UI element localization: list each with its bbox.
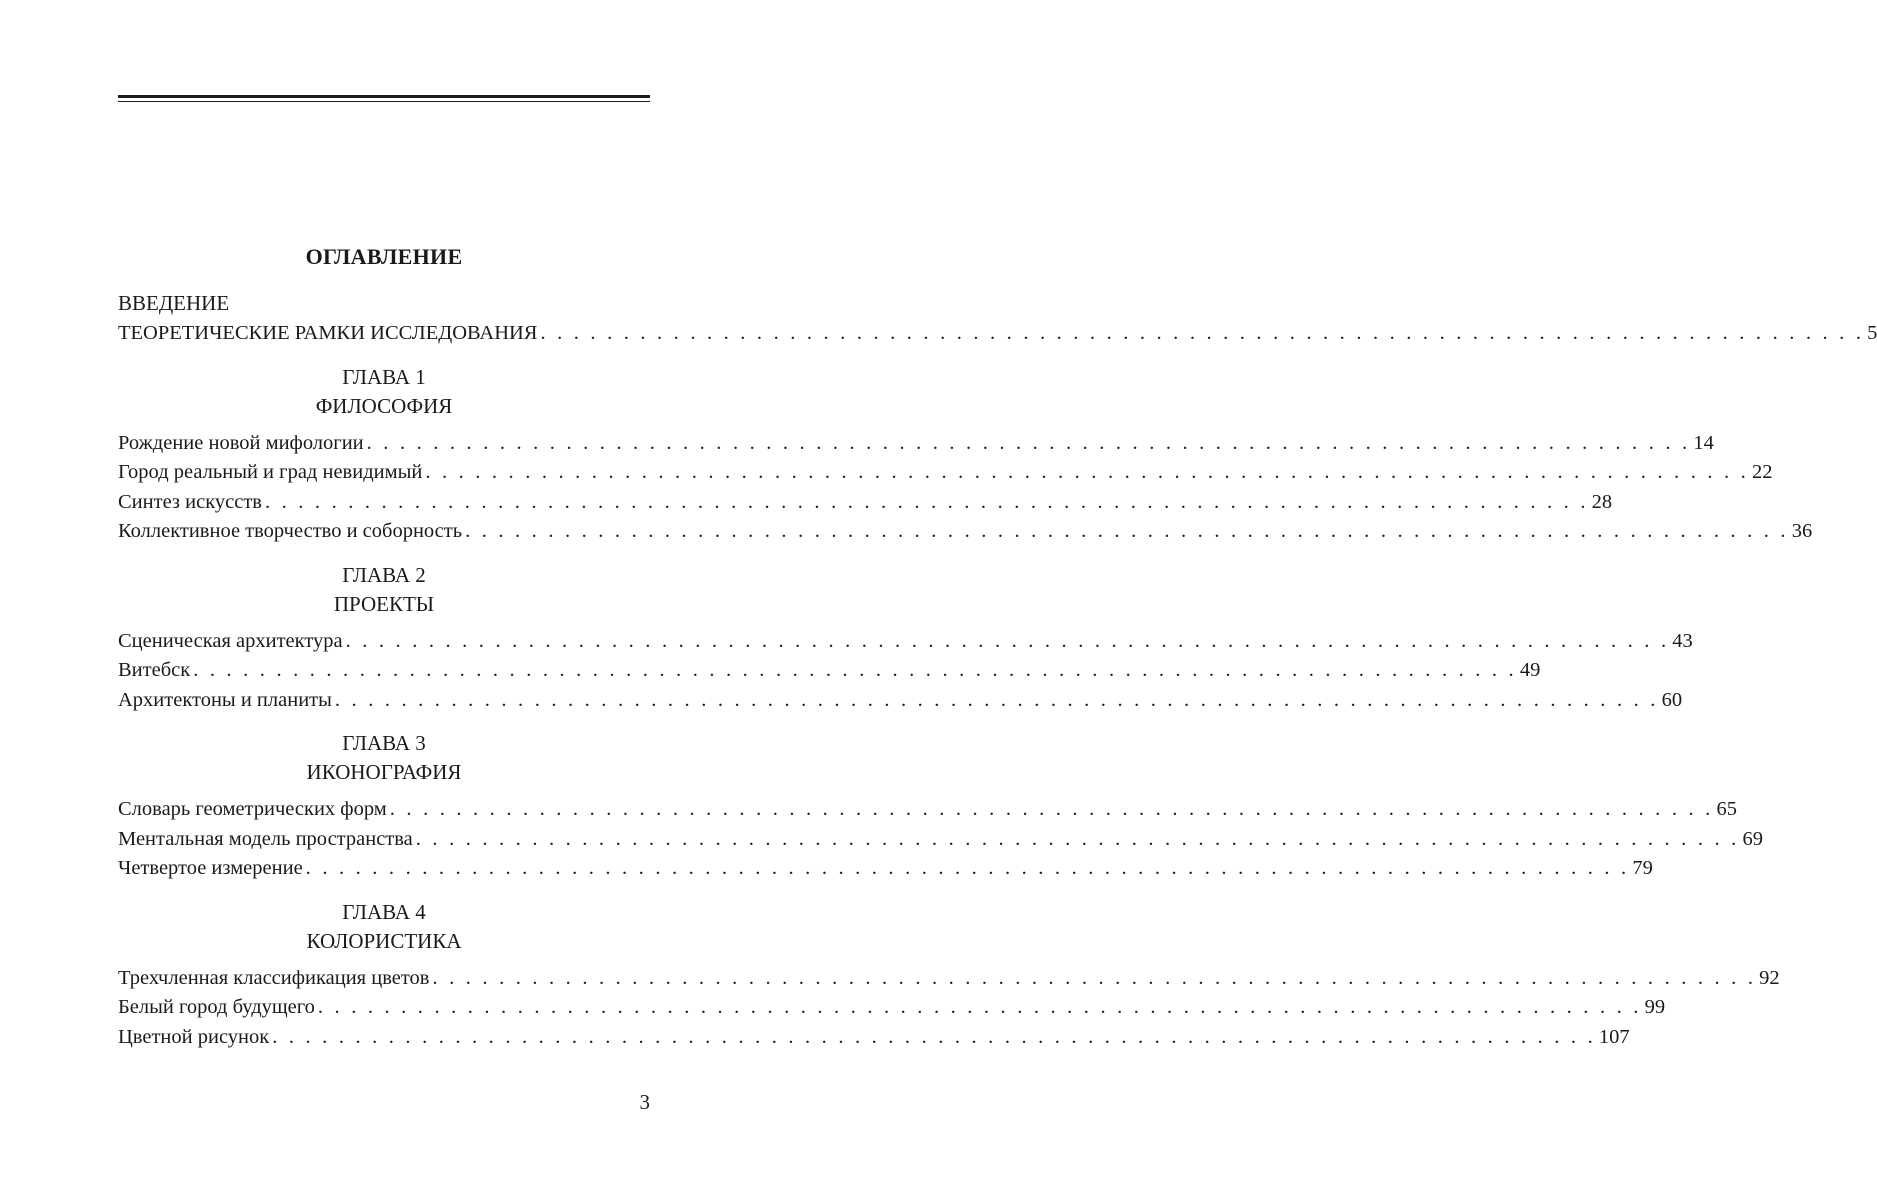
chapter-name: ПРОЕКТЫ (333, 591, 435, 616)
header-rule-thin (118, 101, 650, 102)
toc-leader-dots: . . . . . . . . . . . . . . . . . . . . . . . . . . . . . . . . . . . . . . . . . . . . . . . . . . . . . . . . . . . . . . . . . . . . . . . . . . . . . . . . (345, 629, 1670, 652)
intro-entry (118, 319, 1877, 349)
toc-entry-label: Коллективное творчество и соборность (118, 520, 463, 542)
toc-entry-label: Трехчленная классификация цветов (118, 966, 430, 989)
toc-entry-label: Белый город будущего (118, 996, 315, 1018)
toc-entry-page: 28 (1591, 490, 1613, 513)
toc-entry (118, 686, 1683, 716)
header-rule-thick (118, 95, 650, 98)
toc-entry (118, 627, 1693, 657)
chapter-number: ГЛАВА 2 (342, 562, 426, 587)
toc-entry-page: 43 (1672, 629, 1693, 652)
toc-entry-label: Словарь геометрических форм (118, 798, 387, 820)
table-of-contents (118, 240, 1877, 1052)
toc-leader-dots: . . . . . . . . . . . . . . . . . . . . . . . . . . . . . . . . . . . . . . . . . . . . . . . . . . . . . . . . . . . . . . . . . . . . . . . . . . . . . . . . (432, 966, 1757, 989)
toc-entry (118, 993, 1666, 1023)
toc-entry-page: 60 (1661, 688, 1683, 711)
toc-entry (118, 854, 1653, 884)
toc-entry (118, 429, 1714, 459)
toc-entry (118, 964, 1780, 994)
toc-entry (118, 795, 1737, 825)
toc-leader-dots: . . . . . . . . . . . . . . . . . . . . . . . . . . . . . . . . . . . . . . . . . . . . . . . . . . . . . . . . . . . . . . . . . . . . . . . . . . . . . . . . (334, 688, 1659, 711)
toc-entry-label: ТЕОРЕТИЧЕСКИЕ РАМКИ ИССЛЕДОВАНИЯ (118, 322, 538, 344)
intro-heading: ВВЕДЕНИЕ (118, 291, 230, 315)
toc-entry-label: Четвертое измерение (118, 857, 303, 879)
toc-entry-page: 36 (1791, 520, 1813, 542)
toc-entry-page: 69 (1742, 827, 1763, 850)
toc-leader-dots: . . . . . . . . . . . . . . . . . . . . . . . . . . . . . . . . . . . . . . . . . . . . . . . . . . . . . . . . . . . . . . . . . . . . . . . . . . . . . . . . (272, 1025, 1596, 1048)
toc-entry-page: 49 (1519, 659, 1541, 681)
page-number: 3 (639, 1090, 650, 1114)
toc-leader-dots: . . . . . . . . . . . . . . . . . . . . . . . . . . . . . . . . . . . . . . . . . . . . . . . . . . . . . . . . . . . . . . . . . . . . . . . . . . . . . . . . (193, 659, 1517, 681)
toc-entry-page: 99 (1644, 996, 1666, 1018)
toc-entry (118, 488, 1613, 518)
toc-entry (118, 458, 1773, 488)
toc-entry-page: 22 (1752, 461, 1773, 483)
toc-entry (118, 517, 1813, 547)
toc-entry-label: Рождение новой мифологии (118, 431, 364, 454)
toc-entry-page: 92 (1759, 966, 1780, 989)
toc-leader-dots: . . . . . . . . . . . . . . . . . . . . . . . . . . . . . . . . . . . . . . . . . . . . . . . . . . . . . . . . . . . . . . . . . . . . . . . . . . . . . . . . (540, 322, 1865, 344)
toc-entry-label: Архитектоны и планиты (118, 688, 332, 711)
toc-entry-label: Ментальная модель пространства (118, 827, 413, 850)
chapter-name: КОЛОРИСТИКА (306, 928, 462, 953)
chapter-3 (118, 729, 1763, 884)
toc-entry (118, 1023, 1630, 1053)
toc-leader-dots: . . . . . . . . . . . . . . . . . . . . . . . . . . . . . . . . . . . . . . . . . . . . . . . . . . . . . . . . . . . . . . . . . . . . . . . . . . . . . . . . (366, 431, 1691, 454)
toc-entry-page: 107 (1598, 1025, 1630, 1048)
toc-entry-label: Синтез искусств (118, 490, 262, 513)
chapter-number: ГЛАВА 4 (342, 899, 426, 924)
toc-entry-label: Сценическая архитектура (118, 629, 343, 652)
toc-entry (118, 825, 1763, 855)
toc-entry-page: 65 (1716, 798, 1737, 820)
toc-entry (118, 656, 1541, 686)
toc-leader-dots: . . . . . . . . . . . . . . . . . . . . . . . . . . . . . . . . . . . . . . . . . . . . . . . . . . . . . . . . . . . . . . . . . . . . . . . . . . . . . . . . (264, 490, 1589, 513)
toc-entry-label: Город реальный и град невидимый (118, 461, 423, 483)
toc-leader-dots: . . . . . . . . . . . . . . . . . . . . . . . . . . . . . . . . . . . . . . . . . . . . . . . . . . . . . . . . . . . . . . . . . . . . . . . . . . . . . . . . (389, 798, 1714, 820)
chapter-1 (118, 363, 1813, 547)
toc-entry-label: Витебск (118, 659, 191, 681)
toc-leader-dots: . . . . . . . . . . . . . . . . . . . . . . . . . . . . . . . . . . . . . . . . . . . . . . . . . . . . . . . . . . . . . . . . . . . . . . . . . . . . . . . . (305, 857, 1630, 879)
chapter-number: ГЛАВА 3 (342, 731, 426, 755)
toc-leader-dots: . . . . . . . . . . . . . . . . . . . . . . . . . . . . . . . . . . . . . . . . . . . . . . . . . . . . . . . . . . . . . . . . . . . . . . . . . . . . . . . . (317, 996, 1642, 1018)
chapter-name: ИКОНОГРАФИЯ (306, 760, 462, 784)
toc-entry-page: 14 (1693, 431, 1714, 454)
chapter-2 (118, 561, 1693, 716)
toc-title: ОГЛАВЛЕНИЕ (305, 244, 463, 269)
toc-leader-dots: . . . . . . . . . . . . . . . . . . . . . . . . . . . . . . . . . . . . . . . . . . . . . . . . . . . . . . . . . . . . . . . . . . . . . . . . . . . . . . . . (465, 520, 1789, 542)
chapter-number: ГЛАВА 1 (342, 364, 426, 389)
toc-entry-label: Цветной рисунок (118, 1025, 270, 1048)
toc-leader-dots: . . . . . . . . . . . . . . . . . . . . . . . . . . . . . . . . . . . . . . . . . . . . . . . . . . . . . . . . . . . . . . . . . . . . . . . . . . . . . . . . (415, 827, 1740, 850)
toc-entry-page: 5 (1867, 322, 1877, 344)
toc-leader-dots: . . . . . . . . . . . . . . . . . . . . . . . . . . . . . . . . . . . . . . . . . . . . . . . . . . . . . . . . . . . . . . . . . . . . . . . . . . . . . . . . (425, 461, 1749, 483)
chapter-4 (118, 898, 1780, 1053)
toc-entry-page: 79 (1632, 857, 1653, 879)
chapter-name: ФИЛОСОФИЯ (315, 393, 453, 418)
